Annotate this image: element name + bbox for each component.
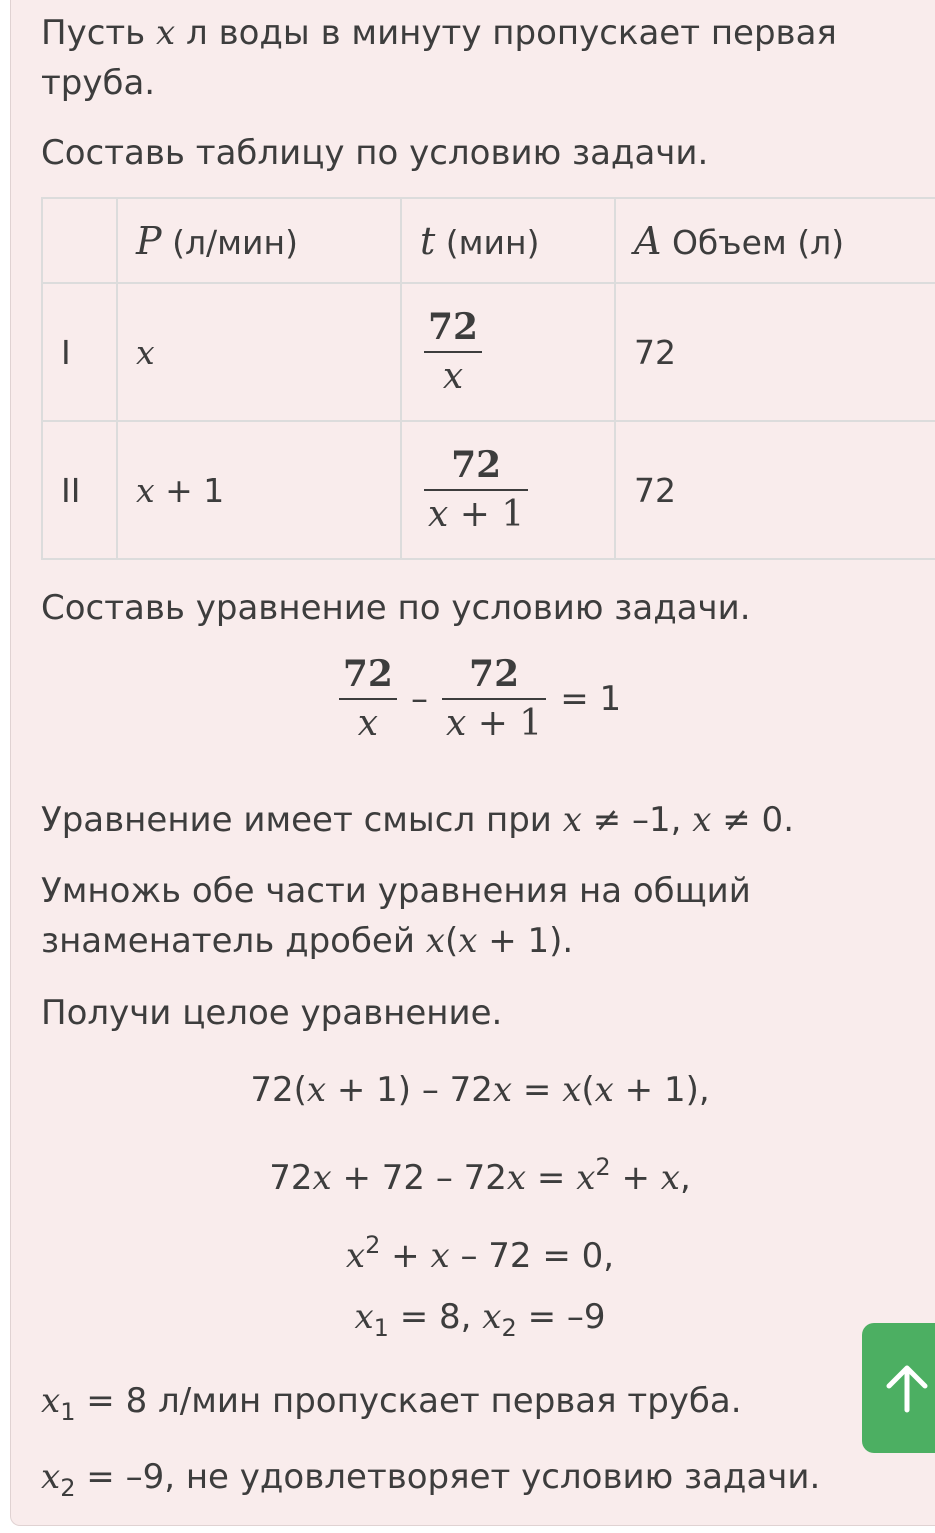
equation-fraction-1: $\frac{72}{x}$ [339,650,397,748]
whole-equation-prompt: Получи целое уравнение. [41,993,503,1033]
main-equation [11,650,935,748]
scroll-to-top-button[interactable] [862,1323,935,1453]
equation-rhs: = 1 [560,679,622,719]
domain-note: Уравнение имеет смысл при x ≠ –1, x ≠ 0. [41,800,794,840]
condition-table [41,197,935,560]
arrow-up-icon [879,1360,935,1416]
solution-panel [10,0,935,1526]
table-row [42,421,935,559]
equation-prompt: Составь уравнение по условию задачи. [41,588,751,628]
table-header-row [42,198,935,283]
step-1: 72(x + 1) – 72x = x(x + 1), [250,1070,710,1110]
row-rate: x [117,283,401,421]
row-rate: x + 1 [117,421,401,559]
table-row [42,283,935,421]
header-time: t (мин) [401,198,615,283]
equation-fraction-2: $\frac{72}{x + 1}$ [442,650,546,748]
row-time [401,283,615,421]
row-label: II [42,421,117,559]
time-fraction: $\frac{72}{x + 1}$ [424,441,528,539]
row-volume: 72 [615,283,935,421]
row-volume: 72 [615,421,935,559]
answer-1: $x_1 = 8$ л/мин пропускает первая труба. [41,1381,742,1426]
table-prompt: Составь таблицу по условию задачи. [41,133,709,173]
intro-line-1: Пусть x л воды в минуту пропускает первая [41,13,837,53]
answer-2: $x_2 = -9$, не удовлетворяет условию задачи. [41,1457,821,1502]
time-fraction: $\frac{72}{x}$ [424,303,482,401]
step-2: $72x + 72 - 72x = x^2 + x$, [269,1153,691,1198]
step-4: $x_1 = 8$, $x_2 = -9$ [354,1297,606,1342]
step-3: $x^2 + x - 72 = 0$, [345,1231,615,1276]
multiply-line-1: Умножь обе части уравнения на общий [41,871,751,911]
header-rate: P (л/мин) [117,198,401,283]
header-volume: A Объем (л) [615,198,935,283]
intro-line-2: труба. [41,63,156,103]
row-label: I [42,283,117,421]
header-empty [42,198,117,283]
multiply-line-2: знаменатель дробей x(x + 1). [41,921,574,961]
equation-minus: – [410,679,428,719]
row-time [401,421,615,559]
